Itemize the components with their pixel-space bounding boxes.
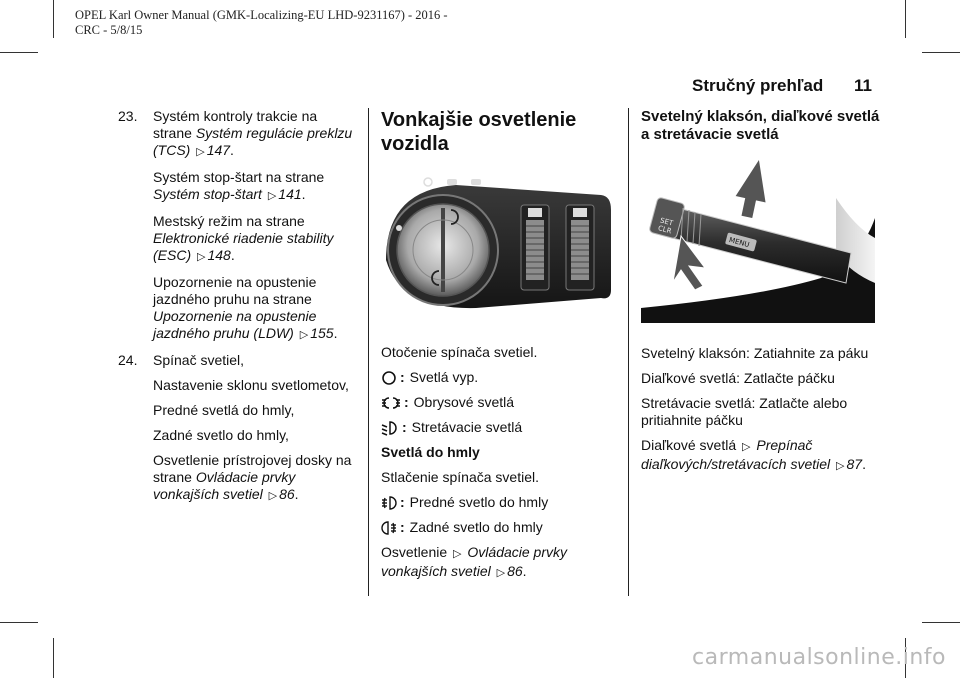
headlight-stalk-illustration (641, 158, 875, 323)
item-text: Upozornenie na opustenie jazdného pruhu na strane (153, 274, 317, 307)
item-link[interactable]: Ovládacie prvky vonkajších svetiel (153, 469, 296, 502)
item-link[interactable]: Upozornenie na opustenie jazdného pruhu (LDW) (153, 308, 317, 341)
document-meta (75, 8, 448, 38)
watermark: carmanualsonline.info (692, 645, 946, 670)
legend-label: Stretávacie svetlá (411, 419, 523, 435)
column-1 (118, 108, 358, 513)
list-item: 23. Systém kontroly trakcie na strane Systém regulácie preklzu (TCS) ▷ 147. Systém stop-štart na strane Systém stop-štart ▷ 141. Mestský režim na strane Elektronické riadenie stability (ESC) ▷ 148. Upozornenie na opustenie jazdného pruhu na strane Upozornenie na opustenie jazdného pruhu (LDW) ▷ 155. (118, 108, 353, 341)
reference-arrow-icon: ▷ (453, 548, 462, 560)
body-text: Svetelný klaksón: Zatiahnite za páku (641, 345, 869, 361)
reference-arrow-icon: ▷ (742, 441, 751, 453)
body-text: Diaľkové svetlá: Zatlačte páčku (641, 370, 835, 386)
stalk-label-clr: CLR (657, 224, 673, 236)
column-divider (628, 108, 629, 596)
reference-arrow-icon: ▷ (196, 146, 205, 158)
reference-text: Osvetlenie ▷ Ovládacie prvky vonkajších svetiel ▷ 86. (381, 544, 567, 579)
column-3 (641, 108, 881, 483)
item-text: Osvetlenie prístrojovej dosky na strane (153, 452, 352, 485)
legend-label: Svetlá vyp. (409, 369, 479, 385)
reference-arrow-icon: ▷ (197, 251, 206, 263)
low-beam-icon (381, 420, 399, 436)
body-text: Stretávacie svetlá: Zatlačte alebo pritiahnite páčku (641, 395, 848, 428)
item-text: Nastavenie sklonu svetlometov, (153, 377, 349, 393)
legend-label: Zadné svetlo do hmly (409, 519, 543, 535)
page-ref[interactable]: 148 (207, 247, 231, 263)
reference-arrow-icon: ▷ (496, 567, 506, 579)
crop-mark (53, 0, 54, 38)
ref-text: Osvetlenie (381, 544, 448, 560)
meta-line-1: OPEL Karl Owner Manual (GMK-Localizing-EU LHD-9231167) - 2016 - (75, 8, 448, 22)
ref-link[interactable]: Prepínač diaľkových/stretávacích svetiel (641, 437, 831, 472)
item-number: 24. (118, 352, 138, 368)
legend-row: : Stretávacie svetlá (381, 419, 616, 436)
legend-row: : Predné svetlo do hmly (381, 494, 616, 511)
legend-row: : Zadné svetlo do hmly (381, 519, 616, 536)
crop-mark (922, 622, 960, 623)
page-ref[interactable]: 141 (278, 186, 302, 202)
reference-arrow-icon: ▷ (268, 490, 278, 502)
column-divider (368, 108, 369, 596)
item-text: Predné svetlá do hmly, (153, 402, 295, 418)
crop-mark (0, 52, 38, 53)
legend-label: Obrysové svetlá (413, 394, 515, 410)
body-text: Stlačenie spínača svetiel. (381, 469, 539, 485)
item-text: Zadné svetlo do hmly, (153, 427, 289, 443)
item-number: 23. (118, 108, 138, 124)
reference-arrow-icon: ▷ (836, 460, 845, 472)
page-header (692, 76, 872, 96)
page-ref[interactable]: 86 (279, 486, 295, 502)
item-text: Spínač svetiel, (153, 352, 245, 368)
crop-mark (0, 622, 38, 623)
item-link[interactable]: Systém stop-štart (153, 186, 262, 202)
section-heading: Vonkajšie osvetlenie vozidla (381, 109, 577, 155)
ref-text: Diaľkové svetlá (641, 437, 737, 453)
column-2 (381, 108, 616, 590)
section-heading: Svetelný klaksón, diaľkové svetlá a stretávacie svetlá (641, 108, 880, 143)
list-item: 24. Spínač svetiel, Nastavenie sklonu svetlometov, Predné svetlá do hmly, Zadné svetlo do hmly, Osvetlenie prístrojovej dosky na strane Ovládacie prvky vonkajších svetiel ▷ 86. (118, 352, 358, 505)
page-ref[interactable]: 86 (507, 563, 523, 579)
legend-row: : Obrysové svetlá (381, 394, 616, 411)
rear-fog-icon (381, 520, 397, 536)
subheading: Svetlá do hmly (381, 444, 480, 460)
circle-off-icon (381, 370, 397, 386)
page-ref[interactable]: 87 (846, 456, 863, 472)
crop-mark (53, 638, 54, 678)
reference-arrow-icon: ▷ (299, 329, 309, 341)
front-fog-icon (381, 495, 397, 511)
reference-text: Diaľkové svetlá ▷ Prepínač diaľkových/stretávacích svetiel ▷ 87. (641, 437, 866, 472)
item-link[interactable]: Systém regulácie preklzu (TCS) (153, 125, 353, 158)
page-ref[interactable]: 155 (310, 325, 334, 341)
page-number: 11 (854, 76, 872, 95)
light-switch-illustration (381, 170, 613, 320)
item-text: Systém kontroly trakcie na strane (153, 108, 318, 141)
reference-arrow-icon: ▷ (267, 190, 277, 202)
stalk-label-set: SET (659, 216, 674, 228)
parking-lights-icon (381, 395, 401, 411)
page-ref[interactable]: 147 (206, 142, 231, 158)
crop-mark (905, 0, 906, 38)
legend-label: Predné svetlo do hmly (409, 494, 549, 510)
item-text: Systém stop-štart na strane (153, 169, 325, 185)
item-link[interactable]: Elektronické riadenie stability (ESC) (153, 230, 334, 263)
legend-row: : Svetlá vyp. (381, 369, 616, 386)
body-text: Otočenie spínača svetiel. (381, 344, 538, 360)
item-text: Mestský režim na strane (153, 213, 305, 229)
meta-line-2: CRC - 5/8/15 (75, 23, 143, 37)
section-title: Stručný prehľad (692, 76, 824, 95)
stalk-label-menu: MENU (728, 235, 751, 250)
ref-link[interactable]: Ovládacie prvky vonkajších svetiel (381, 544, 567, 579)
crop-mark (922, 52, 960, 53)
